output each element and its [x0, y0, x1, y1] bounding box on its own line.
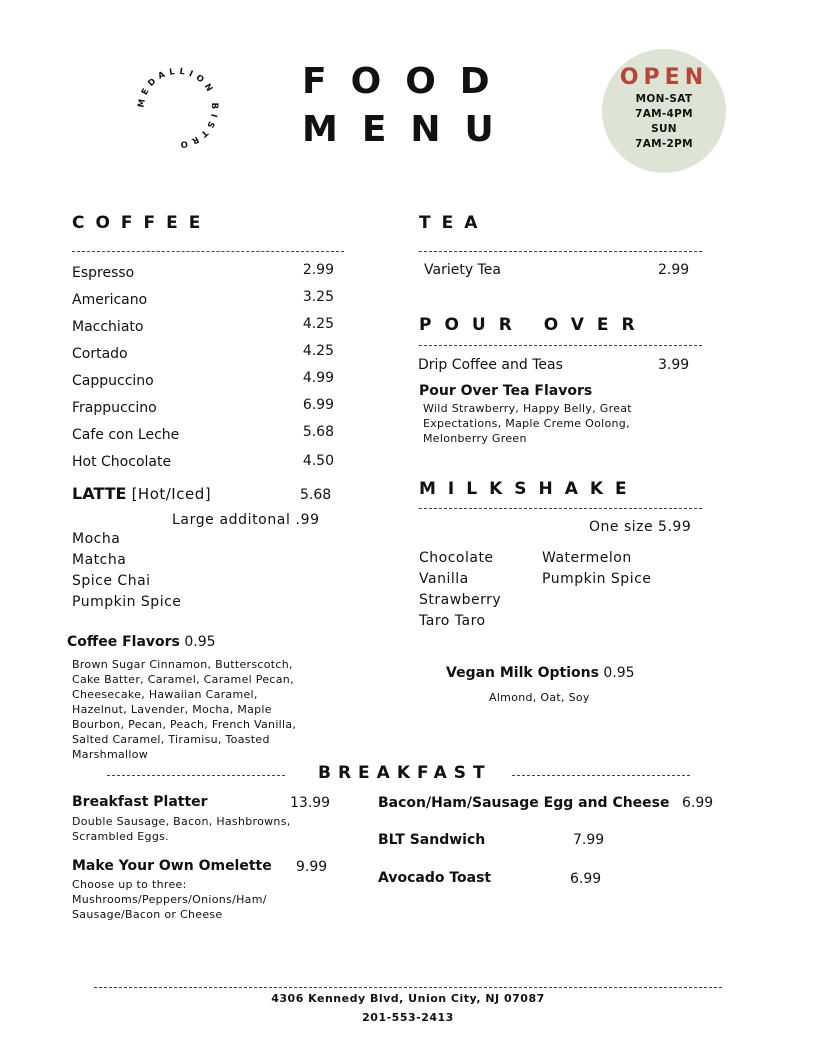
- pour-over-item-name: Drip Coffee and Teas: [418, 357, 563, 373]
- brand-logo-ring: [128, 58, 228, 158]
- item-name: Hot Chocolate: [72, 454, 172, 470]
- menu-item: [72, 343, 334, 370]
- text-line: Cake Batter, Caramel, Caramel Pecan,: [72, 673, 294, 686]
- text-line: Salted Caramel, Tiramisu, Toasted: [72, 733, 270, 746]
- svg-text:MEDALLION BISTRO: [137, 67, 219, 150]
- bacon-egg-cheese-name: Bacon/Ham/Sausage Egg and Cheese: [378, 795, 670, 811]
- menu-item: [72, 289, 334, 316]
- large-note: Large additonal .99: [172, 512, 320, 528]
- coffee-flavors-heading: [67, 634, 216, 650]
- footer-phone: 201-553-2413: [362, 1011, 454, 1024]
- milkshake-section-title: MILKSHAKE: [419, 479, 639, 499]
- platter-price: 13.99: [290, 795, 331, 811]
- list-item: Pumpkin Spice: [542, 571, 652, 587]
- list-item: Pumpkin Spice: [72, 594, 182, 610]
- omelette-price: 9.99: [296, 859, 328, 875]
- item-name: Macchiato: [72, 319, 144, 335]
- avocado-toast-price: 6.99: [570, 871, 602, 887]
- vegan-milk-price: 0.95: [603, 665, 635, 681]
- text-line: Wild Strawberry, Happy Belly, Great: [423, 402, 632, 415]
- blt-price: 7.99: [573, 832, 605, 848]
- list-item: Strawberry: [419, 592, 502, 608]
- item-price: 4.25: [302, 316, 334, 332]
- pour-over-item-price: 3.99: [658, 357, 690, 373]
- pour-over-flavors-heading: Pour Over Tea Flavors: [419, 383, 593, 399]
- item-price: 3.25: [302, 289, 334, 305]
- latte-flavor-list: [72, 529, 181, 613]
- hours-badge: [602, 49, 726, 173]
- item-name: Americano: [72, 292, 148, 308]
- coffee-list: [72, 262, 334, 478]
- vegan-milk-label: Vegan Milk Options: [446, 665, 599, 681]
- hours-line-1: MON-SAT: [635, 93, 693, 105]
- menu-item: [72, 316, 334, 343]
- vegan-milk-heading: [446, 665, 635, 681]
- title-line-2: MENU: [302, 109, 518, 150]
- pour-over-section-title: POUR OVER: [419, 315, 648, 335]
- list-item: Chocolate: [419, 550, 494, 566]
- brand-logo: [128, 58, 228, 158]
- latte-name: LATTE: [72, 484, 127, 503]
- text-line: Cheesecake, Hawaiian Caramel,: [72, 688, 258, 701]
- tea-divider: [419, 251, 702, 252]
- item-name: Espresso: [72, 265, 135, 281]
- hours-line-2: 7AM-4PM: [635, 108, 693, 120]
- hours-line-4: 7AM-2PM: [635, 138, 693, 150]
- text-line: Marshmallow: [72, 748, 149, 761]
- latte-price: 5.68: [300, 487, 332, 503]
- text-line: Choose up to three:: [72, 878, 187, 891]
- item-price: 4.99: [302, 370, 334, 386]
- text-line: Bourbon, Pecan, Peach, French Vanilla,: [72, 718, 297, 731]
- vegan-milk-list: Almond, Oat, Soy: [489, 691, 590, 704]
- omelette-desc: [72, 877, 267, 922]
- text-line: Expectations, Maple Creme Oolong,: [423, 417, 630, 430]
- list-item: Mocha: [72, 531, 121, 547]
- omelette-name: Make Your Own Omelette: [72, 858, 272, 874]
- breakfast-divider-right: [512, 775, 690, 776]
- text-line: Hazelnut, Lavender, Mocha, Maple: [72, 703, 272, 716]
- milkshake-divider: [419, 508, 702, 509]
- text-line: Melonberry Green: [423, 432, 527, 445]
- latte-tag: [Hot/Iced]: [131, 485, 212, 503]
- coffee-divider: [72, 251, 344, 252]
- menu-item: [72, 451, 334, 478]
- text-line: Scrambled Eggs.: [72, 830, 169, 843]
- item-name: Cappuccino: [72, 373, 154, 389]
- text-line: Brown Sugar Cinnamon, Butterscotch,: [72, 658, 293, 671]
- text-line: Double Sausage, Bacon, Hashbrowns,: [72, 815, 291, 828]
- tea-section-title: TEA: [419, 213, 489, 233]
- pour-over-divider: [419, 345, 702, 346]
- item-price: 5.68: [302, 424, 334, 440]
- coffee-section-title: COFFEE: [72, 213, 212, 233]
- item-price: 2.99: [302, 262, 334, 278]
- milkshake-list-2: [542, 548, 651, 590]
- menu-item: [72, 397, 334, 424]
- list-item: Spice Chai: [72, 573, 151, 589]
- item-name: Frappuccino: [72, 400, 157, 416]
- latte-heading: [72, 484, 211, 503]
- item-price: 4.25: [302, 343, 334, 359]
- coffee-flavors-list: [72, 657, 296, 762]
- milkshake-list-1: [419, 548, 501, 632]
- bacon-egg-cheese-price: 6.99: [682, 795, 714, 811]
- coffee-flavors-label: Coffee Flavors: [67, 634, 180, 650]
- tea-item-price: 2.99: [658, 262, 690, 278]
- blt-name: BLT Sandwich: [378, 832, 486, 848]
- list-item: Watermelon: [542, 550, 632, 566]
- menu-item: [72, 424, 334, 451]
- item-price: 4.50: [302, 453, 334, 469]
- breakfast-divider-left: [107, 775, 285, 776]
- hours-line-3: SUN: [651, 123, 677, 135]
- text-line: Sausage/Bacon or Cheese: [72, 908, 223, 921]
- list-item: Matcha: [72, 552, 127, 568]
- title-line-1: FOOD: [302, 61, 514, 102]
- menu-item: [72, 262, 334, 289]
- item-name: Cafe con Leche: [72, 427, 180, 443]
- breakfast-section-title: BREAKFAST: [318, 763, 492, 783]
- platter-name: Breakfast Platter: [72, 794, 208, 810]
- tea-item-name: Variety Tea: [424, 262, 501, 278]
- item-price: 6.99: [302, 397, 334, 413]
- menu-item: [72, 370, 334, 397]
- open-label: OPEN: [619, 65, 709, 90]
- item-name: Cortado: [72, 346, 128, 362]
- footer-divider: [94, 987, 722, 988]
- footer-address: 4306 Kennedy Blvd, Union City, NJ 07087: [271, 992, 545, 1005]
- list-item: Taro Taro: [419, 613, 486, 629]
- brand-logo-text: MEDALLION BISTRO: [136, 66, 220, 150]
- avocado-toast-name: Avocado Toast: [378, 870, 492, 886]
- coffee-flavors-price: 0.95: [184, 634, 216, 650]
- text-line: Mushrooms/Peppers/Onions/Ham/: [72, 893, 267, 906]
- page-title: [302, 58, 518, 154]
- list-item: Vanilla: [419, 571, 469, 587]
- platter-desc: [72, 814, 291, 844]
- milkshake-size-note: One size 5.99: [589, 519, 692, 535]
- pour-over-flavors-list: [423, 401, 632, 446]
